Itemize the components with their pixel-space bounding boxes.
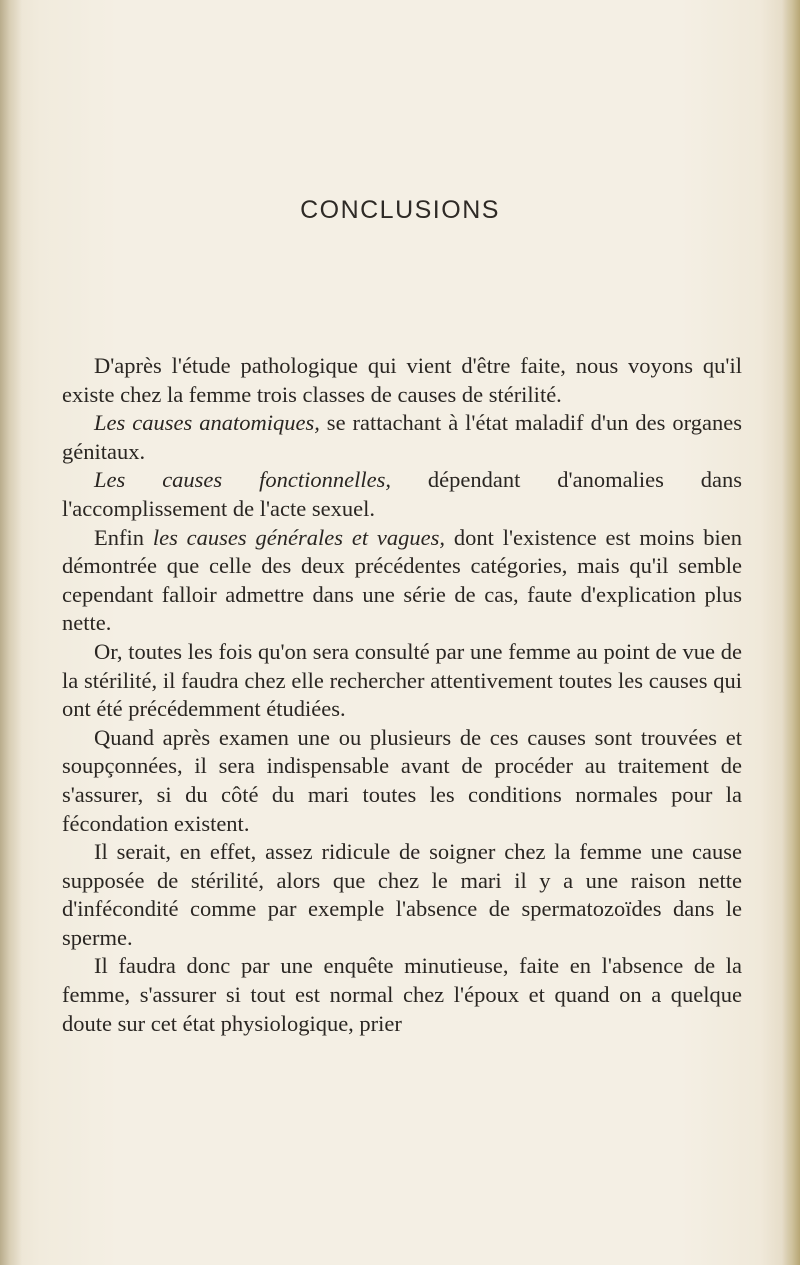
- paragraph: [62, 409, 742, 466]
- paragraph-text: Or, toutes les fois qu'on sera consulté par une femme au point de vue de la stérilité, il faudra chez elle rechercher attentivement toutes les causes qui ont été précédemment étudiées.: [62, 638, 742, 722]
- paragraph-text: D'après l'étude pathologique qui vient d'être faite, nous voyons qu'il existe chez la femme trois classes de causes de stérilité.: [62, 353, 742, 407]
- paragraph: [62, 352, 742, 409]
- page-gutter-shadow: [0, 0, 22, 1265]
- paragraph: [62, 952, 742, 1038]
- paragraph-emphasis: Les causes fonctionnelles,: [94, 467, 391, 493]
- paragraph: [62, 466, 742, 523]
- paragraph-lead: Enfin: [94, 524, 153, 550]
- paragraph-text: Il serait, en effet, assez ridicule de soigner chez la femme une cause supposée de stérilité, alors que chez le mari il y a une raison nette d'infécondité comme par exemple l'absence de spermatozoïdes dans le sperme.: [62, 839, 742, 950]
- paragraph-text: dépendant d'anomalies dans l'accomplissement de l'acte sexuel.: [62, 467, 742, 521]
- paragraph: [62, 638, 742, 724]
- paragraph-text: se rattachant à l'état maladif d'un des organes génitaux.: [62, 410, 742, 464]
- paragraph-text: Il faudra donc par une enquête minutieuse, faite en l'absence de la femme, s'assurer si tout est normal chez l'époux et quand on a quelque doute sur cet état physiologique, prier: [62, 953, 742, 1036]
- paragraph-text: Quand après examen une ou plusieurs de ces causes sont trouvées et soupçonnées, il sera indispensable avant de procéder au traitement de s'assurer, si du côté du mari toutes les conditions normales pour la fécondation existent.: [62, 724, 742, 836]
- paragraph-emphasis: les causes générales et vagues,: [152, 524, 446, 550]
- paragraph: [62, 838, 742, 952]
- paragraph: [62, 724, 742, 838]
- body-text: [62, 352, 742, 1038]
- page-title: CONCLUSIONS: [300, 196, 500, 224]
- paragraph-emphasis: Les causes anatomiques,: [94, 410, 320, 436]
- paragraph: [62, 524, 742, 638]
- paragraph-text: dont l'existence est moins bien démontrée que celle des deux précédentes catégories, mais qu'il semble cependant falloir admettre dans une série de cas, faute d'explication plus nette.: [62, 524, 742, 636]
- page-edge: [782, 0, 800, 1265]
